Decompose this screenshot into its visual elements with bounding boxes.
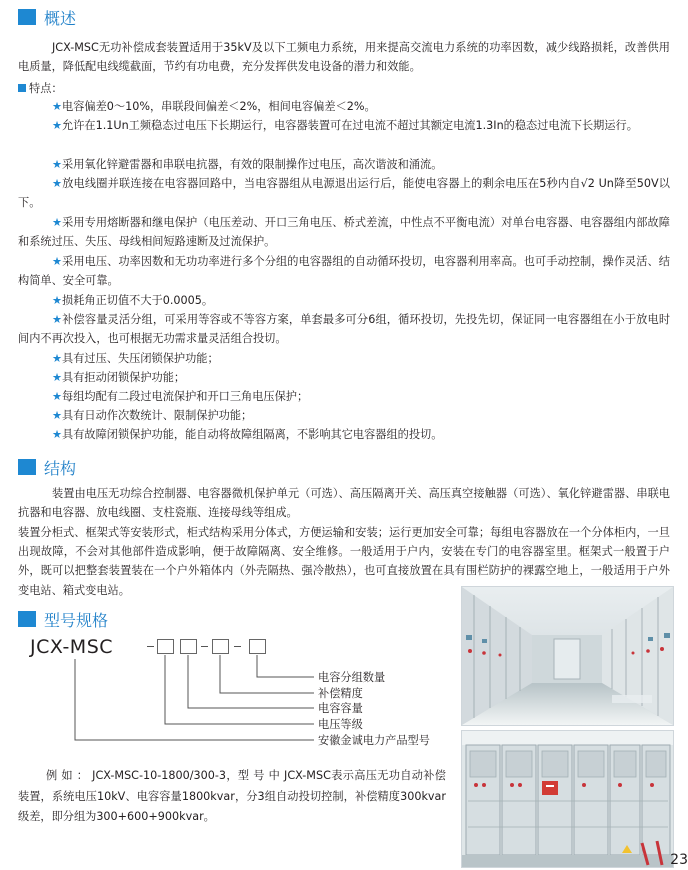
feature-item: ★放电线圈并联连接在电容器回路中，当电容器组从电源退出运行后，能使电容器上的剩余电压在5秒内自√2 Un降至50V以下。 [18, 177, 670, 210]
feature-item: ★具有日动作次数统计、限制保护功能； [52, 409, 253, 422]
feature-item: ★具有故障闭锁保护功能，能自动将故障组隔离，不影响其它电容器组的投切。 [52, 428, 443, 441]
star-icon: ★ [52, 216, 63, 229]
structure-paragraph-1: 装置由电压无功综合控制器、电容器微机保护单元（可选）、高压隔离开关、高压真空接触器（可选）、氧化锌避雷器、串联电抗器和电容器、放电线圈、支柱瓷瓶、连接母线等组成。 [18, 487, 670, 520]
leader-line [188, 655, 314, 708]
star-icon: ★ [52, 313, 63, 326]
star-icon: ★ [52, 428, 63, 441]
feature-item: ★采用专用熔断器和继电保护（电压差动、开口三角电压、桥式差流，中性点不平衡电流）对单台电容器、电容器组内部故障和系统过压、失压、母线相间短路速断及过流保护。 [18, 216, 670, 249]
structure-paragraph-2: 装置分柜式、框架式等安装形式，柜式结构采用分体式，方便运输和安装；运行更加安全可靠；每组电容器放在一个分体柜内，一旦出现故障，不会对其他部件造成影响，便于故障隔离、安全维修。一般适用于户内，安装在专门的电容器室里。框架式一般置于户外，既可以把整套装置装在一个户外箱体内（外壳隔热、强冷散热），也可直接放置在具有围栏防护的裸露空地上，一般适用于户外变电站、箱式变电站。 [18, 526, 670, 597]
star-icon: ★ [52, 352, 63, 365]
leader-line [75, 659, 314, 740]
feature-item: ★具有过压、失压闭锁保护功能； [52, 352, 219, 365]
feature-item: ★采用氧化锌避雷器和串联电抗器，有效的限制操作过电压，高次谐波和涌流。 [52, 158, 443, 171]
star-icon: ★ [52, 100, 63, 113]
model-code: JCX-MSC [30, 636, 114, 658]
switchgear-room-photo [461, 586, 674, 726]
leader-line [257, 655, 314, 677]
feature-item: ★具有拒动闭锁保护功能； [52, 371, 186, 384]
star-icon: ★ [52, 255, 63, 268]
feature-item: ★每组均配有二段过电流保护和开口三角电压保护； [52, 390, 309, 403]
star-icon: ★ [52, 177, 63, 190]
model-label: 电容容量 [318, 702, 363, 715]
model-label: 补偿精度 [318, 687, 363, 700]
leader-line [220, 655, 314, 693]
page-number: 23 [670, 852, 688, 868]
feature-item: ★采用电压、功率因数和无功功率进行多个分组的电容器组的自动循环投切，电容器利用率高。也可手动控制，操作灵活、结构简单、安全可靠。 [18, 255, 670, 288]
overview-title: 概述 [44, 8, 77, 28]
feature-item: ★电容偏差0～10%，串联段间偏差＜2%，相间电容偏差＜2%。 [52, 100, 376, 113]
model-label: 电容分组数量 [318, 671, 386, 684]
feature-item: ★损耗角正切值不大于0.0005。 [52, 294, 214, 307]
model-example: 例 如 ： JCX-MSC-10-1800/300-3，型 号 中 JCX-MSC表示高压无功自动补偿装置，系统电压10kV、电容容量1800kvar，分3组自动投切控制，补偿精度300kvar级差，即分组为300+600+900kvar。 [18, 769, 446, 823]
model-title: 型号规格 [44, 610, 109, 630]
star-icon: ★ [52, 294, 63, 307]
star-icon: ★ [52, 119, 63, 132]
star-icon: ★ [52, 409, 63, 422]
features-label: 特点： [18, 80, 63, 96]
model-label: 安徽金诚电力产品型号 [318, 734, 430, 747]
star-icon: ★ [52, 371, 63, 384]
cabinet-row-image [462, 731, 673, 867]
overview-intro: JCX-MSC无功补偿成套装置适用于35kV及以下工频电力系统，用来提高交流电力系统的功率因数，减少线路损耗，改善供用电质量，降低配电线缆截面，节约有功电费，充分发挥供发电设备的潜力和效能。 [18, 41, 670, 74]
star-icon: ★ [52, 158, 63, 171]
model-label: 电压等级 [318, 718, 363, 731]
feature-item: ★补偿容量灵活分组，可采用等容或不等容方案，单套最多可分6组，循环投切，先投先切，保证同一电容器组在小于放电时间内不再次投入，也可根据无功需求量灵活组合投切。 [18, 313, 671, 346]
star-icon: ★ [52, 390, 63, 403]
structure-title: 结构 [44, 458, 77, 478]
leader-line [165, 655, 314, 724]
cabinet-row-photo [461, 730, 674, 868]
feature-item: ★允许在1.1Un工频稳态过电压下长期运行，电容器装置可在过电流不超过其额定电流1.3In的稳态过电流下长期运行。 [52, 119, 638, 132]
switchgear-room-image [462, 587, 673, 725]
